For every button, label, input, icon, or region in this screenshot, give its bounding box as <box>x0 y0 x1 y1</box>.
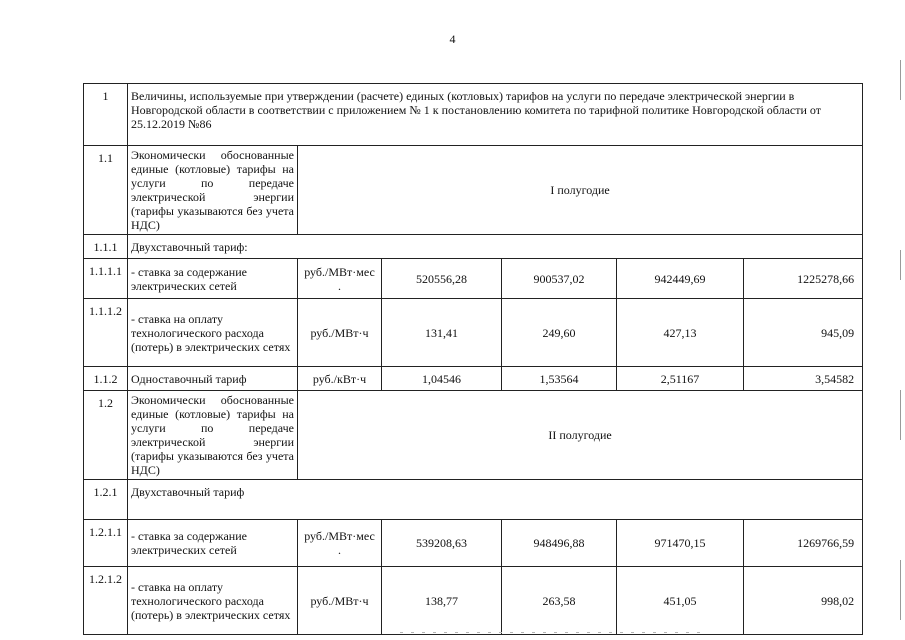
row-unit: руб./МВт·ч <box>298 299 382 367</box>
row-number: 1.1.2 <box>84 367 128 391</box>
row-name: Двухставочный тариф <box>128 480 863 520</box>
value-cell: 520556,28 <box>382 259 502 299</box>
period-label: II полугодие <box>298 391 863 480</box>
row-name: - ставка за содержание электрических сетей <box>128 259 298 299</box>
table-row <box>84 259 863 299</box>
value-cell: 539208,63 <box>382 520 502 567</box>
table-row <box>84 520 863 567</box>
unit-tail: . <box>338 278 341 293</box>
value-cell: 998,02 <box>744 567 863 635</box>
row-name: Двухставочный тариф: <box>128 235 863 259</box>
row-unit <box>298 259 382 299</box>
value-cell: 427,13 <box>617 299 744 367</box>
row-name: - ставка на оплату технологического расхода (потерь) в электрических сетях <box>128 299 298 367</box>
value-cell: 131,41 <box>382 299 502 367</box>
value-cell: 942449,69 <box>617 259 744 299</box>
table-row <box>84 391 863 480</box>
table-row <box>84 367 863 391</box>
row-unit: руб./кВт·ч <box>298 367 382 391</box>
unit-text: руб./МВт·мес <box>304 529 375 543</box>
row-name: Одноставочный тариф <box>128 367 298 391</box>
value-cell: 1,04546 <box>382 367 502 391</box>
tariff-table <box>83 83 863 635</box>
table-row <box>84 84 863 146</box>
row-number: 1.2.1 <box>84 480 128 520</box>
row-number: 1.1.1.1 <box>84 259 128 299</box>
period-label: I полугодие <box>298 146 863 235</box>
value-cell: 1269766,59 <box>744 520 863 567</box>
value-cell: 3,54582 <box>744 367 863 391</box>
table-row <box>84 299 863 367</box>
unit-text: руб./МВт·мес <box>304 264 375 279</box>
row-number: 1 <box>84 84 128 146</box>
unit-tail: . <box>338 543 341 557</box>
value-cell: 945,09 <box>744 299 863 367</box>
row-number: 1.1.1 <box>84 235 128 259</box>
table-row <box>84 480 863 520</box>
table-row <box>84 567 863 635</box>
row-number: 1.1.1.2 <box>84 299 128 367</box>
row-unit: руб./МВт·ч <box>298 567 382 635</box>
row-number: 1.2 <box>84 391 128 480</box>
scan-artifact-line <box>900 560 901 620</box>
value-cell: 249,60 <box>502 299 617 367</box>
row-number: 1.1 <box>84 146 128 235</box>
value-cell: 971470,15 <box>617 520 744 567</box>
table-row <box>84 146 863 235</box>
row-number: 1.2.1.2 <box>84 567 128 635</box>
value-cell: 2,51167 <box>617 367 744 391</box>
section-intro-text: Величины, используемые при утверждении (расчете) единых (котловых) тарифов на услуги по передаче электрической энергии в Новгородской области в соответствии с приложением № 1 к постановлению комитета по тарифной политике Новгородской области от 25.12.2019 №86 <box>128 84 863 146</box>
value-cell: 138,77 <box>382 567 502 635</box>
table-row <box>84 235 863 259</box>
page-number: 4 <box>449 32 456 46</box>
value-cell: 263,58 <box>502 567 617 635</box>
row-name: - ставка на оплату технологического расхода (потерь) в электрических сетях <box>128 567 298 635</box>
value-cell: 1225278,66 <box>744 259 863 299</box>
scan-artifact-line <box>900 250 901 280</box>
value-cell: 1,53564 <box>502 367 617 391</box>
row-name: Экономически обоснованные единые (котловые) тарифы на услуги по передаче электрической энергии (тарифы указываются без учета НДС) <box>128 146 298 235</box>
row-unit <box>298 520 382 567</box>
scan-artifact-dots <box>400 632 700 633</box>
scan-artifact-line <box>900 60 901 100</box>
row-number: 1.2.1.1 <box>84 520 128 567</box>
scan-artifact-line <box>900 390 901 440</box>
value-cell: 451,05 <box>617 567 744 635</box>
row-name: Экономически обоснованные единые (котловые) тарифы на услуги по передаче электрической энергии (тарифы указываются без учета НДС) <box>128 391 298 480</box>
value-cell: 900537,02 <box>502 259 617 299</box>
row-name: - ставка за содержание электрических сетей <box>128 520 298 567</box>
value-cell: 948496,88 <box>502 520 617 567</box>
